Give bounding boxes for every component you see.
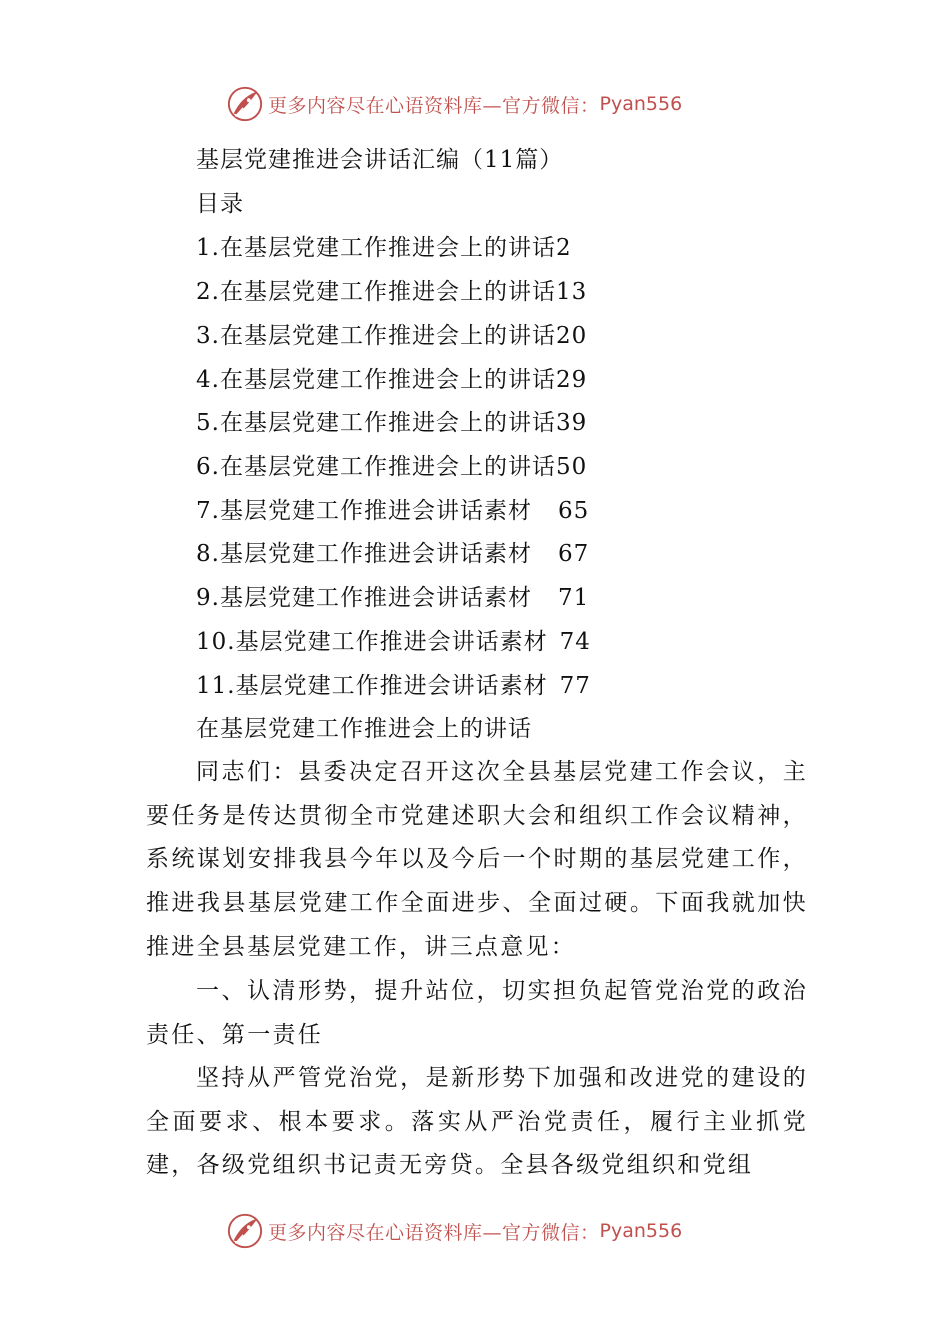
- document-title: 基层党建推进会讲话汇编（11篇）: [196, 147, 564, 173]
- toc-item-page: 71: [557, 585, 590, 611]
- toc-item[interactable]: [196, 401, 587, 445]
- toc-item-label: 9.基层党建工作推进会讲话素材: [196, 585, 532, 611]
- toc-item-page: 74: [559, 629, 591, 655]
- toc-item-page: 39: [555, 410, 588, 436]
- toc-item-label: 3.在基层党建工作推进会上的讲话: [196, 323, 556, 349]
- toc-item-page: 65: [557, 498, 590, 524]
- toc-item[interactable]: [196, 270, 587, 314]
- toc-item-page: 50: [555, 454, 588, 480]
- toc-item-label: 5.在基层党建工作推进会上的讲话: [196, 410, 556, 436]
- toc-item-page: 67: [557, 541, 590, 567]
- footer-watermark: [226, 1211, 682, 1251]
- toc-item-label: 10.基层党建工作推进会讲话素材: [196, 629, 548, 655]
- toc-item[interactable]: [196, 489, 589, 533]
- toc-item-label: 7.基层党建工作推进会讲话素材: [196, 498, 532, 524]
- watermark-text: 更多内容尽在心语资料库—官方微信：: [268, 94, 600, 117]
- toc-item-page: 29: [555, 367, 588, 393]
- watermark-wechat-id: Pyan556: [599, 1220, 683, 1242]
- toc-heading: 目录: [196, 191, 244, 217]
- section-title: 在基层党建工作推进会上的讲话: [196, 716, 532, 742]
- toc-item[interactable]: [196, 314, 587, 358]
- body-paragraph-heading: 一、认清形势，提升站位，切实担负起管党治党的政治责任、第一责任: [146, 978, 808, 1048]
- toc-item-page: 2: [555, 235, 572, 261]
- toc-item-label: 4.在基层党建工作推进会上的讲话: [196, 367, 556, 393]
- toc-item[interactable]: [196, 358, 587, 402]
- toc-item-label: 11.基层党建工作推进会讲话素材: [196, 673, 548, 699]
- toc-item[interactable]: [196, 576, 589, 620]
- toc-item-page: 13: [555, 279, 588, 305]
- body-paragraph: 坚持从严管党治党，是新形势下加强和改进党的建设的全面要求、根本要求。落实从严治党责任，履行主业抓党建，各级党组织书记责无旁贷。全县各级党组织和党组: [146, 1065, 808, 1179]
- toc-item-label: 8.基层党建工作推进会讲话素材: [196, 541, 532, 567]
- watermark-wechat-id: Pyan556: [599, 93, 683, 115]
- toc-item-label: 2.在基层党建工作推进会上的讲话: [196, 279, 556, 305]
- pen-nib-logo-icon: [226, 85, 264, 123]
- toc-item-page: 77: [559, 673, 591, 699]
- body-paragraph: 同志们：县委决定召开这次全县基层党建工作会议，主要任务是传达贯彻全市党建述职大会和组织工作会议精神，系统谋划安排我县今年以及今后一个时期的基层党建工作，推进我县基层党建工作全面进步、全面过硬。下面我就加快推进全县基层党建工作，讲三点意见：: [146, 759, 808, 960]
- toc-item[interactable]: [196, 620, 591, 664]
- toc-item[interactable]: [196, 532, 589, 576]
- toc-item-page: 20: [555, 323, 588, 349]
- toc-item[interactable]: [196, 226, 572, 270]
- toc-item-label: 1.在基层党建工作推进会上的讲话: [196, 235, 556, 261]
- toc-item[interactable]: [196, 445, 587, 489]
- toc-item-label: 6.在基层党建工作推进会上的讲话: [196, 454, 556, 480]
- pen-nib-logo-icon: [226, 1212, 264, 1250]
- watermark-text: 更多内容尽在心语资料库—官方微信：: [268, 1221, 600, 1244]
- header-watermark: [226, 84, 682, 124]
- toc-item[interactable]: [196, 664, 591, 708]
